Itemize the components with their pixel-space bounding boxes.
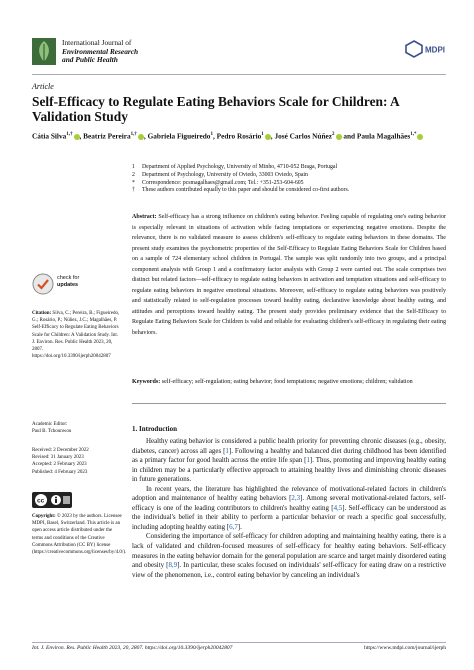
publisher-name: MDPI xyxy=(425,45,445,55)
journal-name xyxy=(62,39,138,65)
journal-line-2: Environmental Research xyxy=(62,46,139,56)
affiliation-item xyxy=(132,187,446,195)
citation-label: Citation: xyxy=(32,311,52,316)
author-affiliation-marker: 1,* xyxy=(410,132,417,137)
article-type: Article xyxy=(32,82,54,91)
author-name[interactable]: José Carlos Núñez xyxy=(274,131,332,141)
affiliation-item xyxy=(132,172,446,180)
paragraph-text: ]. Among several motivational-related factors, self-efficacy is one of the leading contributors to children's healthy eating [ xyxy=(132,494,446,512)
author-affiliation-marker: 1,† xyxy=(66,132,73,137)
citation-link[interactable]: 2,3 xyxy=(291,494,301,503)
citation-link[interactable]: 4,5 xyxy=(333,503,343,512)
paragraph-text: ]. In particular, these scales focused on individuals' self-efficacy for eating draw on a restrictive view of the phenomenon, i.e., control eating behavior by canceling an individual's xyxy=(132,561,447,579)
date-item: Published: 4 February 2023 xyxy=(32,469,88,475)
author-name[interactable]: Cátia Silva xyxy=(32,131,67,141)
copyright-block xyxy=(32,513,127,556)
author-separator: , xyxy=(270,131,275,141)
affiliation-marker: 1 xyxy=(132,164,135,170)
affiliation-marker: † xyxy=(132,187,135,194)
abstract-divider xyxy=(132,403,446,404)
paragraph xyxy=(132,437,446,485)
cc-by-license-icon[interactable] xyxy=(32,492,72,508)
affiliation-item xyxy=(132,164,446,172)
author-name[interactable]: Paula Magalhães xyxy=(356,131,411,141)
editor-name: Paul B. Tchounwou xyxy=(32,429,72,435)
check-updates-icon xyxy=(32,273,54,295)
affiliation-text: Department of Applied Psychology, University of Minho, 4710-052 Braga, Portugal xyxy=(142,164,338,170)
section-heading-introduction: 1. Introduction xyxy=(132,425,177,433)
paragraph-text: In recent years, the literature has highlighted the relevance of motivational-related factors in children's adoption and maintenance of healthy eating behaviors [ xyxy=(132,484,446,503)
paragraph-text: ]. Following a healthy and balanced diet during childhood has been identified as a primary factor for good health across the entire life span [ xyxy=(132,446,447,465)
author-affiliation-marker: 1 xyxy=(261,132,264,137)
author-name[interactable]: Gabriela Figueiredo xyxy=(147,131,211,141)
journal-line-1: International Journal of xyxy=(62,38,132,47)
author-name[interactable]: Beatriz Pereira xyxy=(83,131,131,141)
introduction-body xyxy=(132,437,446,580)
author-affiliation-marker: 2 xyxy=(332,132,335,137)
abstract-label: Abstract: xyxy=(132,214,157,220)
abstract xyxy=(132,212,446,338)
paragraph-text: ]. xyxy=(237,522,242,531)
affiliation-marker: 2 xyxy=(132,171,135,178)
orcid-icon[interactable] xyxy=(417,134,423,140)
footer-journal-link[interactable]: https://www.mdpi.com/journal/ijerph xyxy=(364,645,446,651)
paragraph xyxy=(132,485,446,533)
keywords-text: self-efficacy; self-regulation; eating behavior; food temptations; negative emotions; children; validation xyxy=(161,379,413,385)
author-list xyxy=(32,130,446,141)
affiliation-text: Department of Psychology, University of Oviedo, 33003 Oviedo, Spain xyxy=(142,171,308,178)
author-name[interactable]: Pedro Rosário xyxy=(216,131,262,141)
copyright-text: © 2023 by the authors. Licensee MDPI, Basel, Switzerland. This article is an open access article distributed under the terms and conditions of the Creative Commons Attribution (CC BY) license (https://creativecommons.org/licenses/by/4.0/). xyxy=(32,514,127,556)
check-for-updates-button[interactable] xyxy=(32,270,92,300)
paragraph-text: ]. Thus, promoting and improving healthy eating in children may be a particularly effective approach to attaining healthy lives and diminishing chronic diseases in future generations. xyxy=(132,456,446,484)
author-separator: , xyxy=(79,131,84,141)
date-item: Accepted: 2 February 2023 xyxy=(32,462,87,468)
paragraph-text: ]. Self-efficacy can be understood as the individual's belief in their ability to perform a particular behavior or reach a specific goal successfully, including adopting healthy eating [ xyxy=(132,503,447,531)
article-title: Self-Efficacy to Regulate Eating Behaviors Scale for Children: A Validation Study xyxy=(32,94,399,124)
editor-label: Academic Editor: xyxy=(32,422,68,427)
date-item: Revised: 31 January 2023 xyxy=(32,455,84,461)
keywords-label: Keywords: xyxy=(132,379,161,385)
mdpi-logo-icon[interactable] xyxy=(405,40,445,58)
header-divider xyxy=(32,74,446,75)
check-updates-line-2: updates xyxy=(57,282,79,288)
author-separator: , xyxy=(212,131,217,141)
paragraph xyxy=(132,532,446,580)
abstract-text: Self-efficacy has a strong influence on children's eating behavior. Feeling capable of regulating one's eating behavior is especially relevant in situations of activation while facing temptations or experiencing negative emotions. Despite the relevance, there is no validated measure to assess children's self-efficacy to regulate eating behaviors in these domains. The present study examines the psychometric properties of the Self-Efficacy to Regulate Eating Behaviors Scale for Children based on a sample of 724 elementary school children in Portugal. The sample was split randomly into two groups, and a principal component analysis with Group 1 and a confirmatory factor analysis with Group 2 were carried out. The scale comprises two distinct but related factors—self-efficacy to regulate eating behaviors in activation and temptation situations and self-efficacy to regulate eating behaviors in negative emotional situations. Moreover, self-efficacy to regulate eating behaviors was positively and statistically related to self-regulation processes toward healthy eating, declarative knowledge about healthy eating, and attitudes and perceptions toward healthy eating. The present study provides preliminary evidence that the Self-Efficacy to Regulate Eating Behaviors Scale for Children is valid and reliable for evaluating children's self-efficacy in regulating their eating behaviors. xyxy=(132,214,447,336)
svg-text:cc: cc xyxy=(37,497,45,505)
affiliation-text: Correspondence: pcsmagalhaes@gmail.com; Tel.: +351-253-604-605 xyxy=(142,179,304,186)
academic-editor xyxy=(32,421,122,435)
citation-link[interactable]: 8,9 xyxy=(168,561,178,570)
citation-block xyxy=(32,310,122,360)
author-separator: and xyxy=(341,131,357,141)
citation-link[interactable]: 1 xyxy=(225,446,229,455)
footer-citation: Int. J. Environ. Res. Public Health 2023, 20, 2807. https://doi.org/10.3390/ijerph20042807 xyxy=(32,645,233,651)
date-item: Received: 2 December 2022 xyxy=(32,448,89,453)
footer-divider xyxy=(32,642,446,643)
citation-text: Silva, C.; Pereira, B.; Figueiredo, G.; Rosário, P.; Núñez, J.C.; Magalhães, P. Self-Efficacy to Regulate Eating Behaviors Scale for Children: A Validation Study. Int. J. Environ. Res. Public Health 2023, 20, 2807. https://doi.org/10.3390/ijerph20042807 xyxy=(32,311,120,360)
keywords xyxy=(132,377,446,388)
paragraph-text: Considering the importance of self-efficacy for children adopting and maintaining healthy eating, there is a lack of validated and children-focused measures of self-efficacy for healthy eating behaviors. Self-efficacy measures in the eating behavior domain for the general population are scarce and target mainly disordered eating and obesity [ xyxy=(132,532,446,570)
copyright-label: Copyright: xyxy=(32,514,56,519)
affiliation-marker: * xyxy=(132,179,135,186)
check-updates-line-1: check for xyxy=(57,275,80,281)
affiliation-text: These authors contributed equally to this paper and should be considered co-first authors. xyxy=(142,187,350,194)
affiliations xyxy=(132,164,446,195)
publication-dates xyxy=(32,447,122,476)
author-affiliation-marker: 1,† xyxy=(130,132,137,137)
author-separator: , xyxy=(143,131,148,141)
journal-line-3: and Public Health xyxy=(62,55,118,65)
journal-logo-icon xyxy=(32,38,56,65)
citation-link[interactable]: 1 xyxy=(306,456,310,465)
citation-link[interactable]: 6,7 xyxy=(229,522,238,531)
paragraph-text: Healthy eating behavior is considered a public health priority for preventing chronic diseases (e.g., obesity, diabetes, cancer) across all ages [ xyxy=(132,437,446,455)
author-affiliation-marker: 1 xyxy=(210,132,213,137)
